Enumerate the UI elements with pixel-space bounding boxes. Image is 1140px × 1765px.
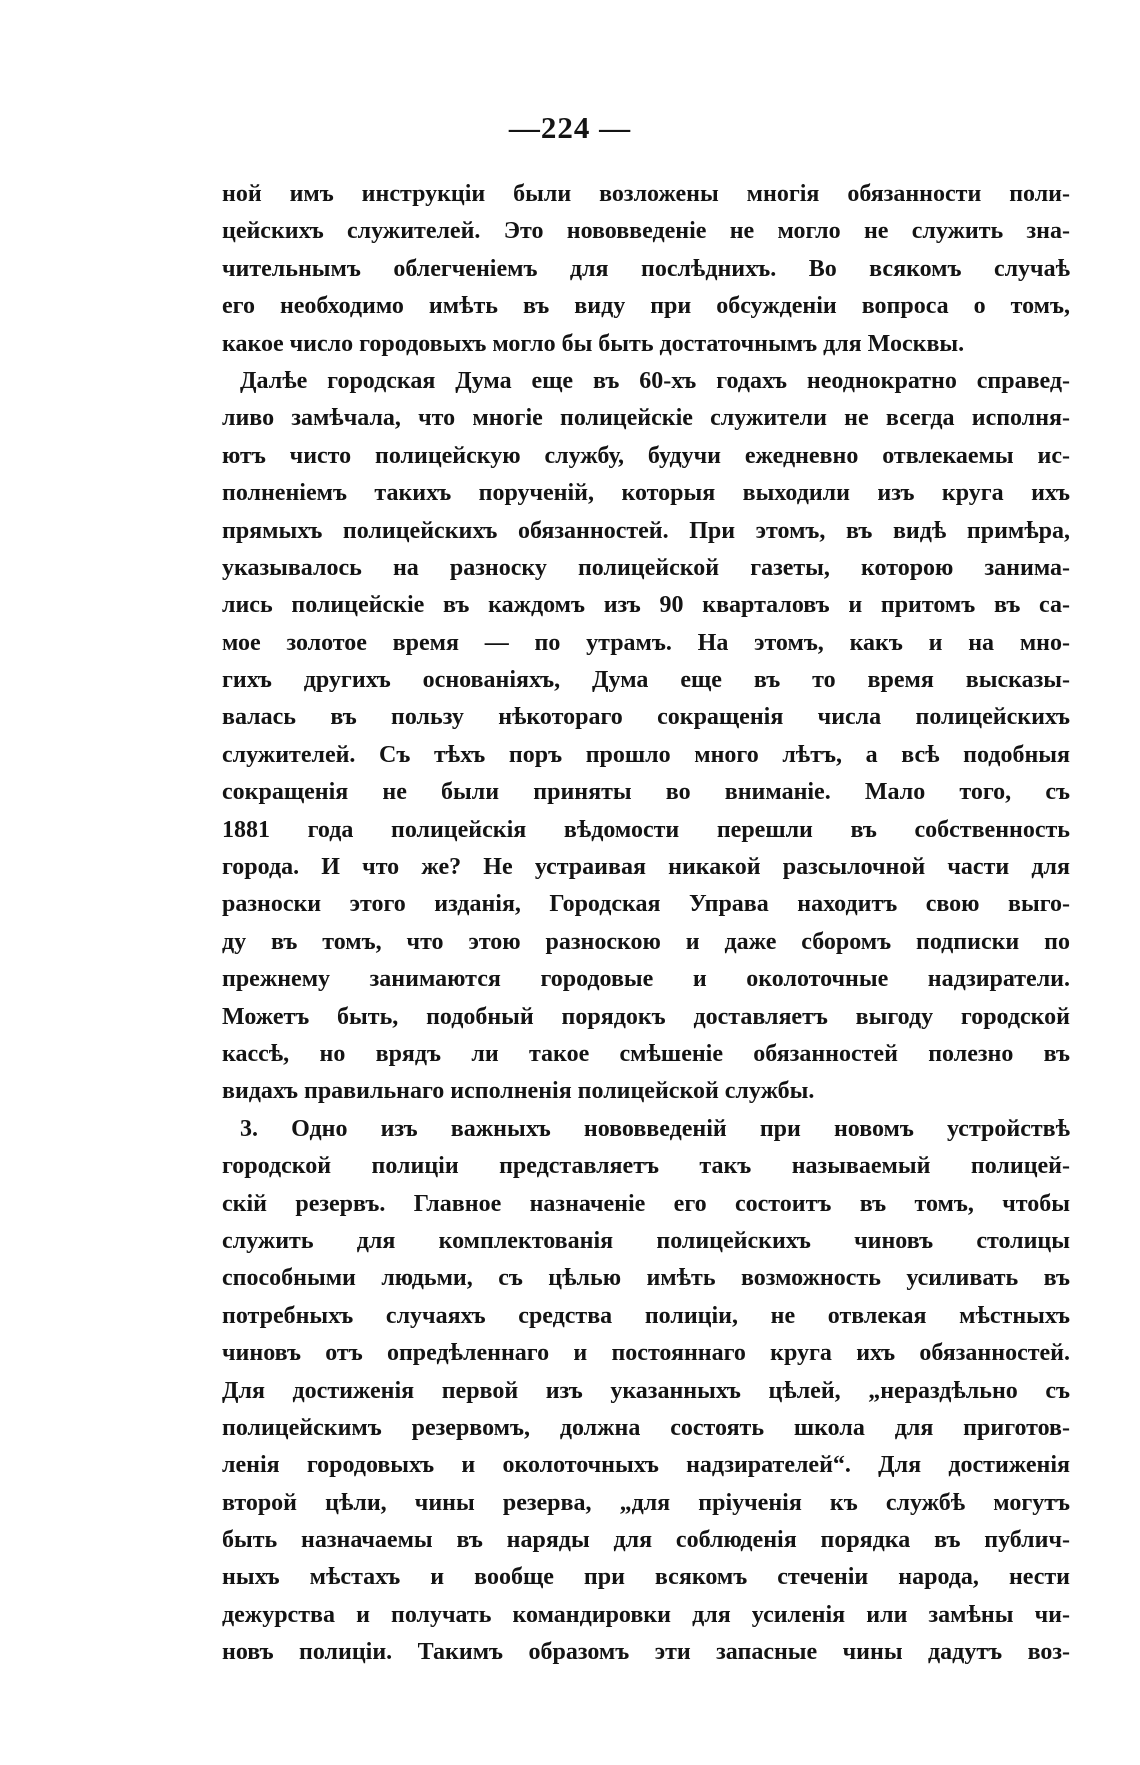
text-line: прямыхъ полицейскихъ обязанностей. При этомъ, въ видѣ примѣра, bbox=[222, 517, 1070, 544]
text-line: разноски этого изданія, Городская Управа находитъ свою выго- bbox=[222, 891, 1070, 918]
text-line: быть назначаемы въ наряды для соблюденія порядка въ публич- bbox=[222, 1527, 1070, 1554]
text-line: служителей. Съ тѣхъ поръ прошло много лѣтъ, а всѣ подобныя bbox=[222, 741, 1070, 768]
text-line: Далѣе городская Дума еще въ 60-хъ годахъ неоднократно справед- bbox=[240, 367, 1070, 394]
text-line: ной имъ инструкціи были возложены многія обязанности поли- bbox=[222, 181, 1070, 207]
text-line: какое число городовыхъ могло бы быть достаточнымъ для Москвы. bbox=[222, 330, 965, 357]
text-line: новъ полиціи. Такимъ образомъ эти запасные чины дадутъ воз- bbox=[222, 1639, 1070, 1666]
text-line: скій резервъ. Главное назначеніе его состоитъ въ томъ, чтобы bbox=[222, 1190, 1070, 1217]
text-line: способными людьми, съ цѣлью имѣть возможность усиливать въ bbox=[222, 1265, 1070, 1292]
text-line: валась въ пользу нѣкотораго сокращенія числа полицейскихъ bbox=[222, 704, 1070, 731]
text-line: потребныхъ случаяхъ средства полиціи, не отвлекая мѣстныхъ bbox=[222, 1302, 1070, 1329]
text-line: чительнымъ облегченіемъ для послѣднихъ. Во всякомъ случаѣ bbox=[222, 255, 1070, 282]
text-line: Для достиженія первой изъ указанныхъ цѣлей, „нераздѣльно съ bbox=[222, 1377, 1070, 1404]
text-line: цейскихъ служителей. Это нововведеніе не могло не служить зна- bbox=[222, 218, 1070, 245]
text-line: указывалось на разноску полицейской газеты, которою занима- bbox=[222, 554, 1070, 581]
text-line: ныхъ мѣстахъ и вообще при всякомъ стеченіи народа, нести bbox=[222, 1564, 1070, 1591]
text-line: видахъ правильнаго исполненія полицейской службы. bbox=[222, 1078, 815, 1105]
body-text bbox=[222, 176, 1070, 1672]
text-line: гихъ другихъ основаніяхъ, Дума еще въ то время высказы- bbox=[222, 667, 1070, 694]
text-line: 1881 года полицейскія вѣдомости перешли въ собственность bbox=[222, 816, 1070, 843]
text-line: лись полицейскіе въ каждомъ изъ 90 кварталовъ и притомъ въ са- bbox=[222, 592, 1070, 619]
text-line: 3. Одно изъ важныхъ нововведеній при новомъ устройствѣ bbox=[240, 1115, 1070, 1142]
text-line: кассѣ, но врядъ ли такое смѣшеніе обязанностей полезно въ bbox=[222, 1040, 1070, 1067]
text-line: ливо замѣчала, что многіе полицейскіе служители не всегда исполня- bbox=[222, 405, 1070, 432]
text-line: служить для комплектованія полицейскихъ чиновъ столицы bbox=[222, 1227, 1070, 1254]
text-line: ленія городовыхъ и околоточныхъ надзирателей“. Для достиженія bbox=[222, 1452, 1070, 1479]
text-line: ютъ чисто полицейскую службу, будучи ежедневно отвлекаемы ис- bbox=[222, 442, 1070, 469]
text-line: полненіемъ такихъ порученій, которыя выходили изъ круга ихъ bbox=[222, 480, 1070, 507]
page-number: —224 — bbox=[508, 110, 632, 145]
text-line: городской полиціи представляетъ такъ называемый полицей- bbox=[222, 1153, 1070, 1180]
text-line: его необходимо имѣть въ виду при обсужденіи вопроса о томъ, bbox=[222, 293, 1070, 320]
text-line: мое золотое время — по утрамъ. На этомъ, какъ и на мно- bbox=[222, 629, 1070, 656]
text-line: города. И что же? Не устраивая никакой разсылочной части для bbox=[222, 854, 1070, 881]
text-line: Можетъ быть, подобный порядокъ доставляетъ выгоду городской bbox=[222, 1003, 1070, 1030]
text-line: сокращенія не были приняты во вниманіе. Мало того, съ bbox=[222, 779, 1070, 806]
text-line: прежнему занимаются городовые и околоточные надзиратели. bbox=[222, 966, 1070, 993]
text-line: дежурства и получать командировки для усиленія или замѣны чи- bbox=[222, 1601, 1070, 1628]
text-line: чиновъ отъ опредѣленнаго и постояннаго круга ихъ обязанностей. bbox=[222, 1340, 1070, 1367]
text-line: полицейскимъ резервомъ, должна состоять школа для приготов- bbox=[222, 1414, 1070, 1441]
text-line: ду въ томъ, что этою разноскою и даже сборомъ подписки по bbox=[222, 928, 1070, 955]
text-line: второй цѣли, чины резерва, „для пріученія къ службѣ могутъ bbox=[222, 1489, 1070, 1516]
